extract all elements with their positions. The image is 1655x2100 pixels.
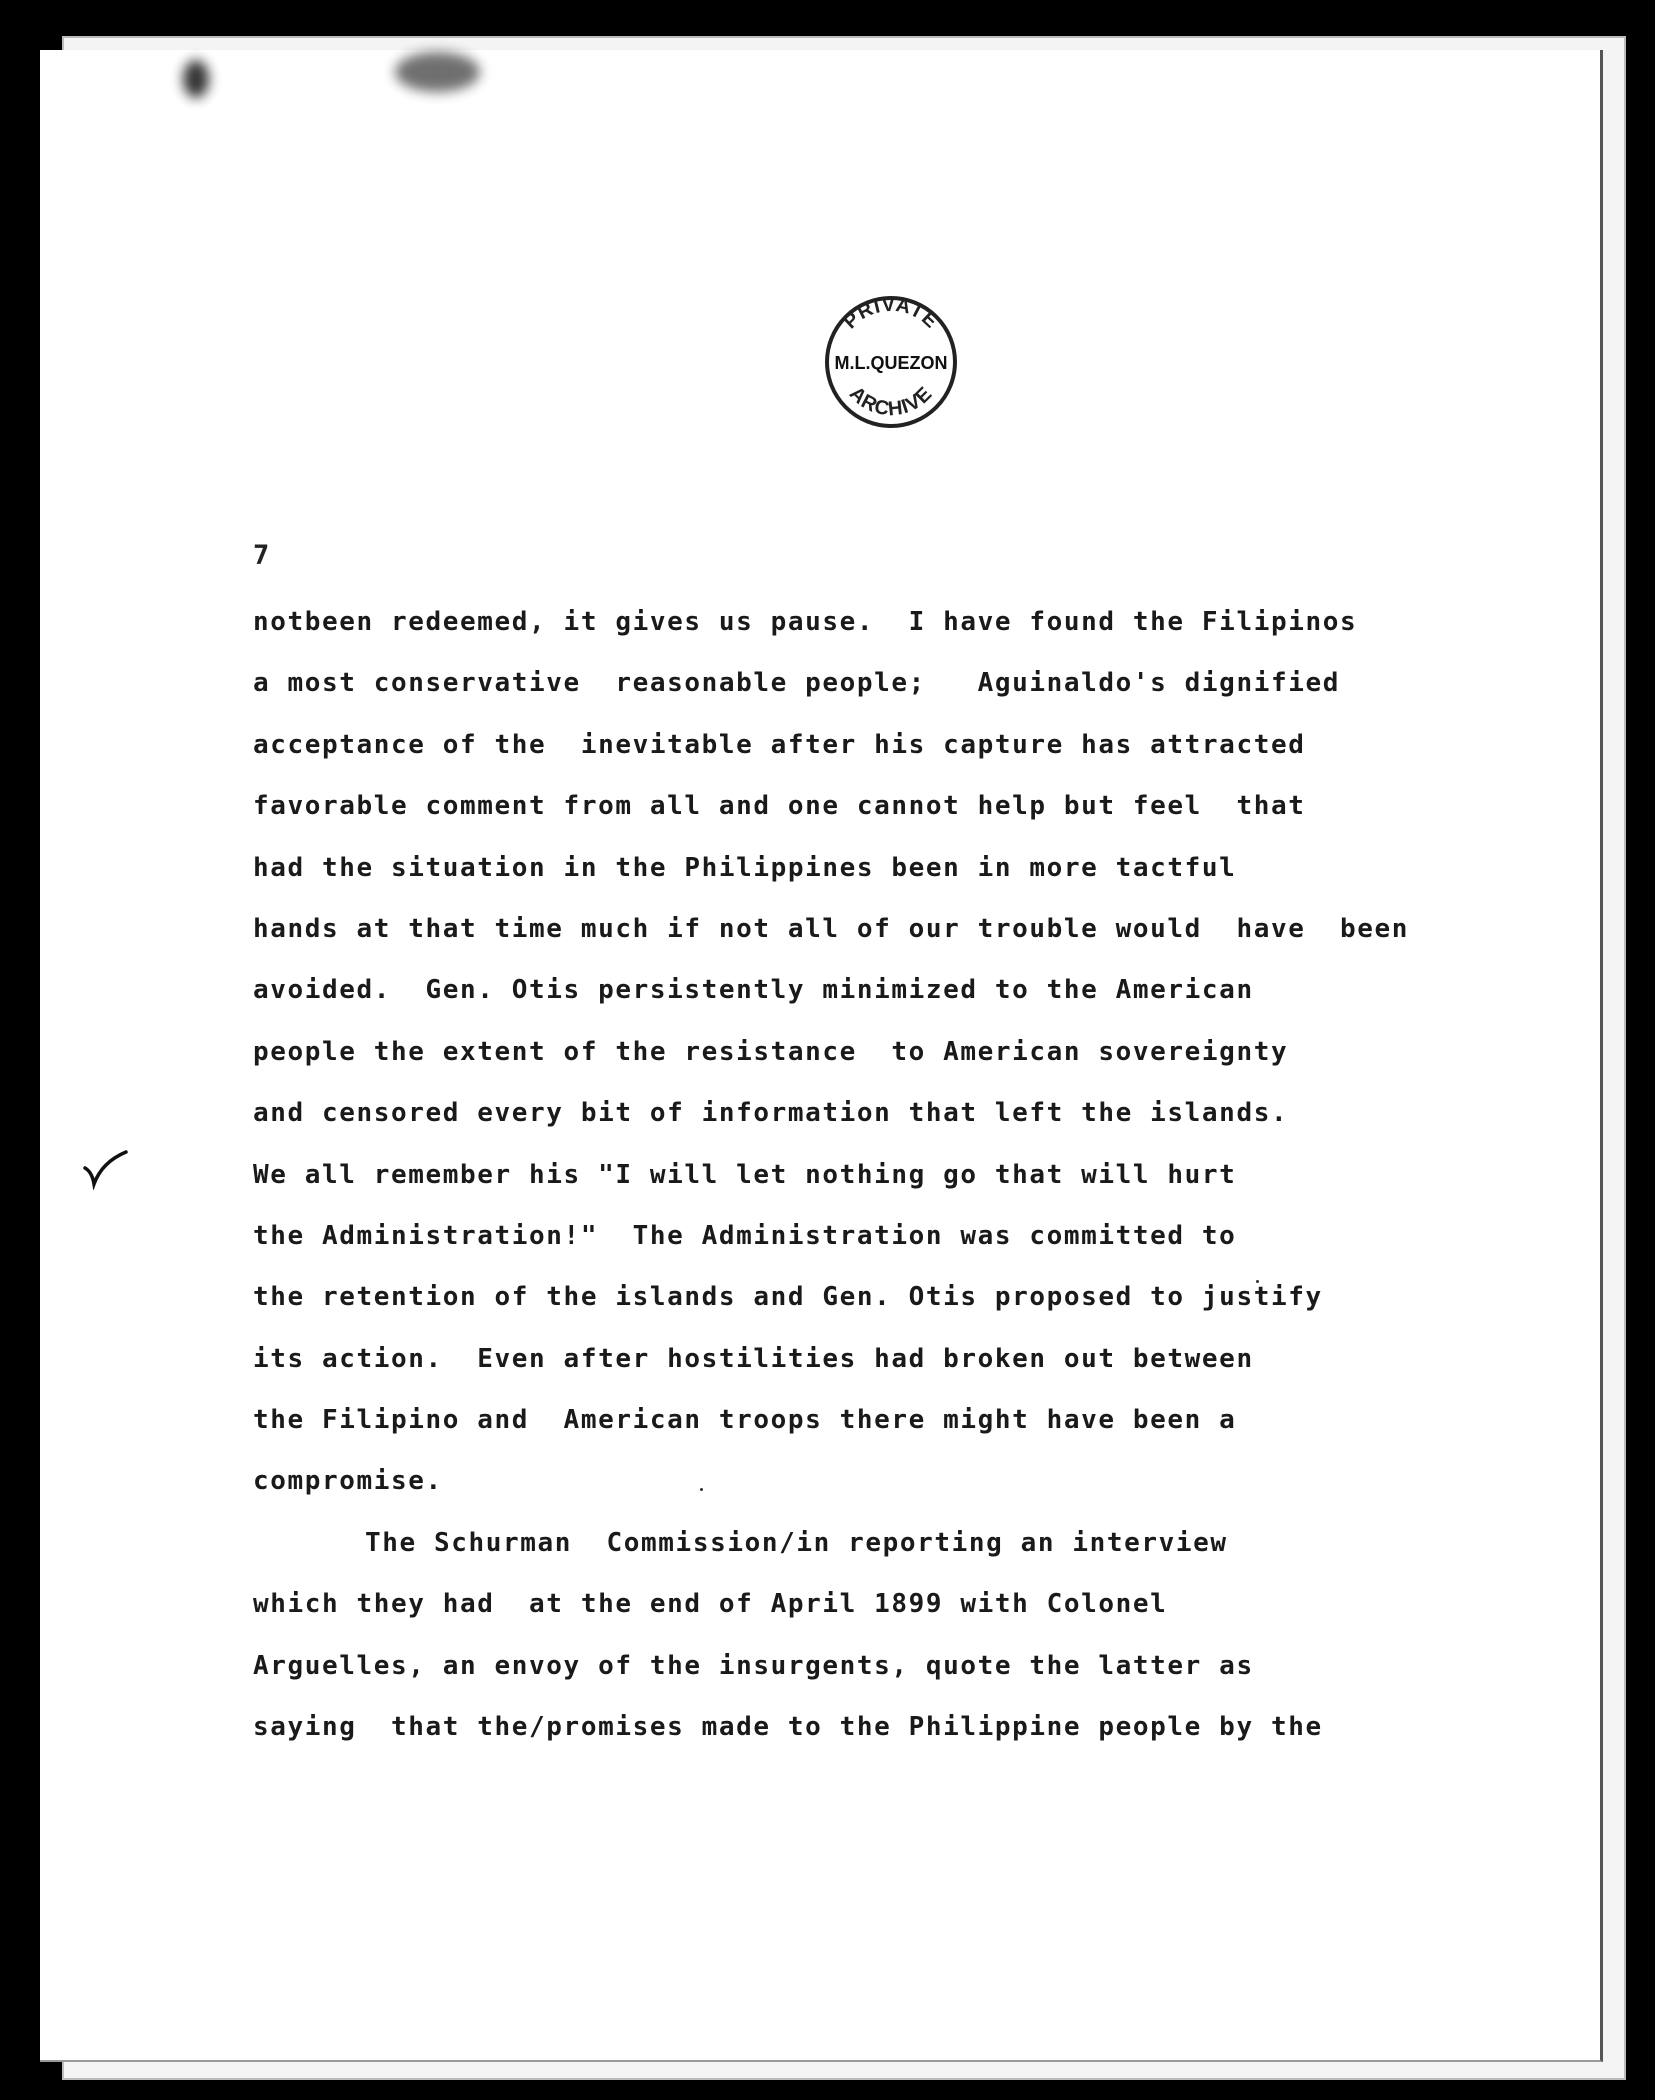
text-line: avoided. Gen. Otis persistently minimized to the American — [253, 975, 1254, 1006]
page-number: 7 — [253, 540, 270, 571]
text-line: saying that the/promises made to the Philippine people by the — [253, 1712, 1323, 1743]
text-line: had the situation in the Philippines been in more tactful — [253, 852, 1237, 883]
ink-smudge — [395, 52, 480, 92]
text-line: hands at that time much if not all of our trouble would have been — [253, 913, 1409, 944]
text-line: which they had at the end of April 1899 with Colonel — [253, 1589, 1168, 1620]
text-line: notbeen redeemed, it gives us pause. I have found the Filipinos — [253, 607, 1358, 637]
svg-text:ARCHIVE — [845, 382, 937, 420]
stamp-center-text: M.L.QUEZON — [834, 353, 948, 373]
ink-smudge — [183, 60, 209, 98]
text-line: compromise. — [253, 1466, 443, 1497]
text-line: Arguelles, an envoy of the insurgents, quote the latter as — [253, 1650, 1254, 1681]
text-line: a most conservative reasonable people; Aguinaldo's dignified — [253, 668, 1340, 699]
text-line: the retention of the islands and Gen. Otis proposed to justify — [253, 1282, 1323, 1313]
stamp-bottom-text: ARCHIVE — [845, 382, 937, 421]
text-line: The Schurman Commission/in reporting an interview — [365, 1527, 1228, 1558]
svg-text:PRIVATE — [839, 294, 942, 334]
text-line: the Administration!" The Administration was committed to — [253, 1220, 1237, 1251]
text-line: people the extent of the resistance to American sovereignty — [253, 1036, 1289, 1067]
text-line: favorable comment from all and one cannot help but feel that — [253, 791, 1306, 822]
text-line: and censored every bit of information that left the islands. — [253, 1098, 1289, 1129]
archive-stamp — [822, 293, 960, 431]
text-line: acceptance of the inevitable after his capture has attracted — [253, 729, 1306, 760]
text-line: its action. Even after hostilities had broken out between — [253, 1343, 1254, 1374]
typewritten-text — [253, 592, 1523, 1758]
text-line: the Filipino and American troops there might have been a — [253, 1405, 1237, 1436]
checkmark-icon — [82, 1148, 130, 1190]
stamp-top-text: PRIVATE — [839, 293, 943, 334]
text-line: We all remember his "I will let nothing go that will hurt — [253, 1159, 1237, 1190]
